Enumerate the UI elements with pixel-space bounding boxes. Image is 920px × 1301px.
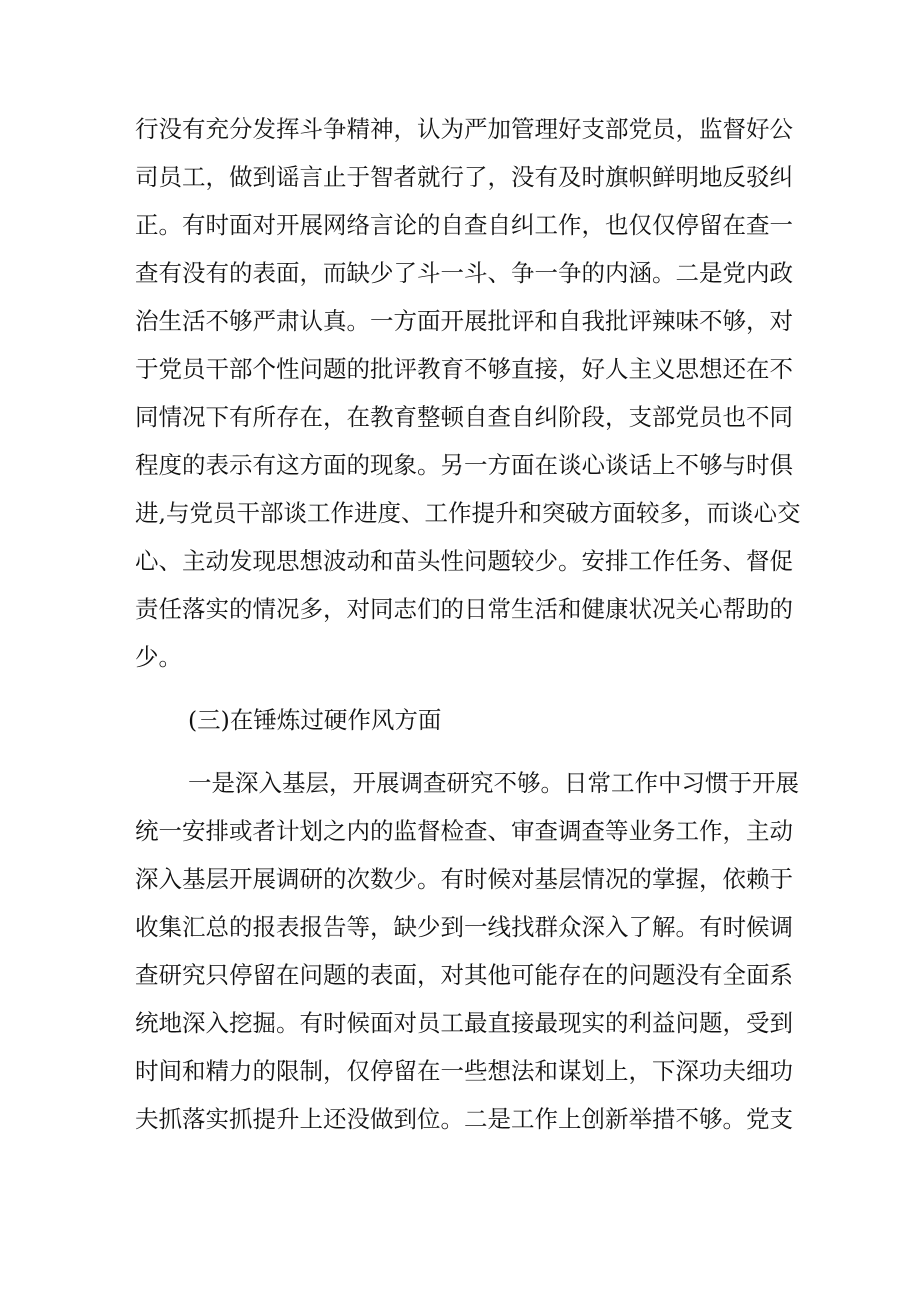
- paragraph-1-line-3: 正。有时面对开展网络言论的自查自纠工作，也仅仅停留在查一: [135, 211, 793, 239]
- paragraph-2-line-6: 统地深入挖掘。有时候面对员工最直接最现实的利益问题，受到: [135, 1009, 793, 1037]
- paragraph-2-line-1: 一是深入基层，开展调查研究不够。日常工作中习惯于开展: [188, 769, 799, 797]
- paragraph-2-line-8: 夫抓落实抓提升上还没做到位。二是工作上创新举措不够。党支: [135, 1105, 793, 1133]
- paragraph-2-line-7: 时间和精力的限制，仅停留在一些想法和谋划上，下深功夫细功: [135, 1057, 793, 1085]
- paragraph-2-line-4: 收集汇总的报表报告等，缺少到一线找群众深入了解。有时候调: [135, 913, 793, 941]
- paragraph-2-line-3: 深入基层开展调研的次数少。有时候对基层情况的掌握，依赖于: [135, 865, 793, 893]
- section-heading-3: (三)在锤炼过硬作风方面: [188, 706, 442, 734]
- paragraph-1-line-5: 治生活不够严肃认真。一方面开展批评和自我批评辣味不够，对: [135, 307, 793, 335]
- paragraph-1-line-2: 司员工，做到谣言止于智者就行了，没有及时旗帜鲜明地反驳纠: [135, 163, 793, 191]
- paragraph-1-line-1: 行没有充分发挥斗争精神，认为严加管理好支部党员，监督好公: [135, 115, 793, 143]
- paragraph-1-line-10: 心、主动发现思想波动和苗头性问题较少。安排工作任务、督促: [135, 547, 793, 575]
- paragraph-1-line-4: 查有没有的表面，而缺少了斗一斗、争一争的内涵。二是党内政: [135, 259, 793, 287]
- paragraph-1-line-9: 进,与党员干部谈工作进度、工作提升和突破方面较多，而谈心交: [135, 499, 801, 527]
- paragraph-1-line-6: 于党员干部个性问题的批评教育不够直接，好人主义思想还在不: [135, 355, 793, 383]
- paragraph-1-line-8: 程度的表示有这方面的现象。另一方面在谈心谈话上不够与时俱: [135, 451, 793, 479]
- paragraph-2-line-2: 统一安排或者计划之内的监督检查、审查调查等业务工作，主动: [135, 817, 793, 845]
- paragraph-1-line-12: 少。: [135, 643, 182, 671]
- paragraph-1-line-11: 责任落实的情况多，对同志们的日常生活和健康状况关心帮助的: [135, 595, 793, 623]
- paragraph-1-line-7: 同情况下有所存在，在教育整顿自查自纠阶段，支部党员也不同: [135, 403, 793, 431]
- paragraph-2-line-5: 查研究只停留在问题的表面，对其他可能存在的问题没有全面系: [135, 961, 793, 989]
